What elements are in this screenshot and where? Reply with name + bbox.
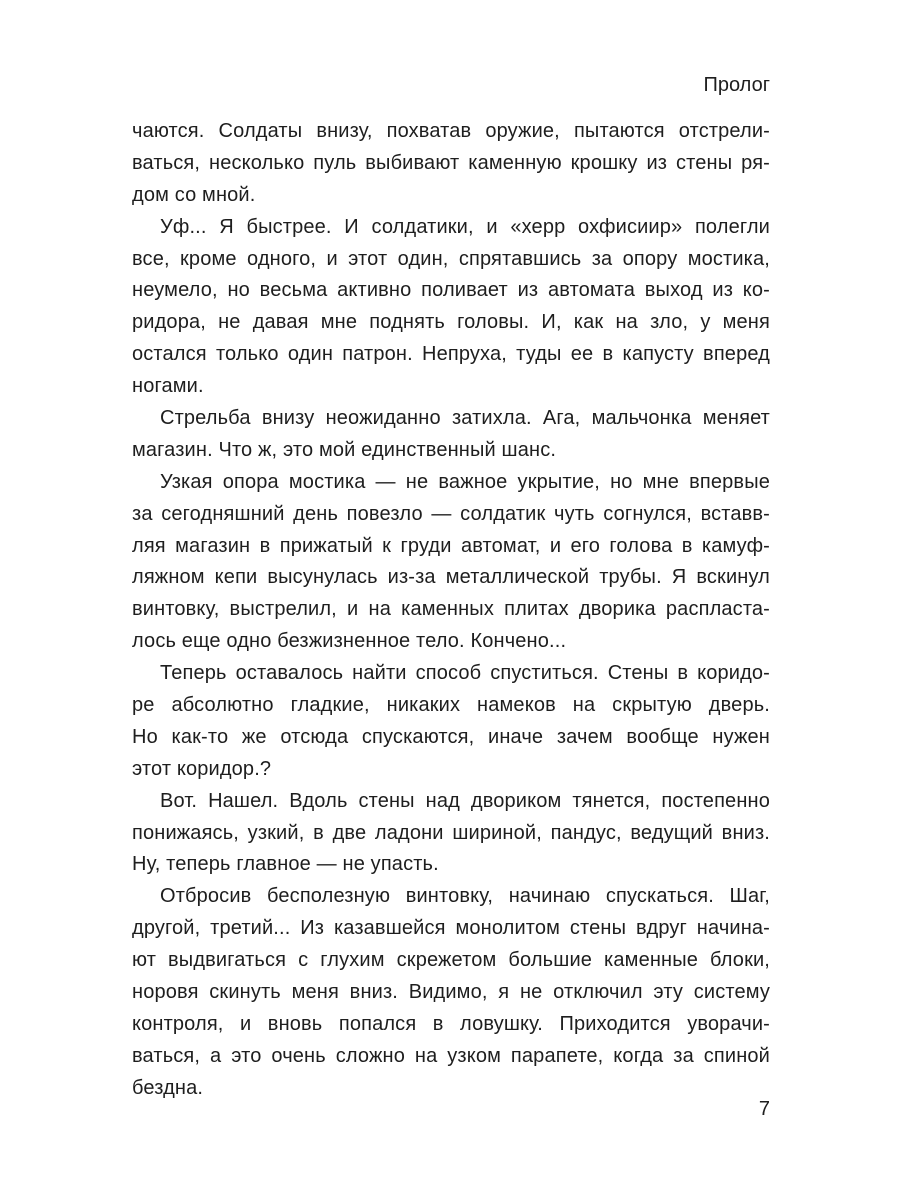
- text-line: ваться, несколько пуль выбивают каменную крошку из стены ря-: [132, 151, 770, 174]
- text-line: Отбросив бесполезную винтовку, начинаю спускаться. Шаг,: [160, 885, 770, 908]
- text-line: норовя скинуть меня вниз. Видимо, я не отключил эту систему: [132, 981, 770, 1004]
- text-line: Но как-то же отсюда спускаются, иначе зачем вообще нужен: [132, 725, 770, 748]
- text-line: Узкая опора мостика — не важное укрытие, но мне впервые: [160, 470, 770, 493]
- text-line: все, кроме одного, и этот один, спрятавшись за опору мостика,: [132, 247, 770, 270]
- text-line: винтовку, выстрелил, и на каменных плитах дворика распласта-: [132, 598, 770, 621]
- page-number: 7: [758, 1098, 770, 1120]
- text-line: неумело, но весьма активно поливает из автомата выход из ко-: [132, 279, 770, 302]
- text-line: контроля, и вновь попался в ловушку. Приходится уворачи-: [132, 1012, 770, 1035]
- body-text: [132, 116, 770, 1105]
- text-line: чаются. Солдаты внизу, похватав оружие, пытаются отстрели-: [132, 120, 770, 142]
- text-line: Стрельба внизу неожиданно затихла. Ага, мальчонка меняет: [160, 407, 770, 430]
- text-line: лось еще одно безжизненное тело. Кончено...: [132, 630, 567, 653]
- text-line: ридора, не давая мне поднять головы. И, как на зло, у меня: [132, 311, 770, 334]
- text-line: бездна.: [132, 1076, 204, 1099]
- text-line: ляжном кепи высунулась из-за металлической трубы. Я вскинул: [132, 566, 770, 589]
- text-line: ляя магазин в прижатый к груди автомат, и его голова в камуф-: [132, 534, 770, 557]
- text-line: ногами.: [132, 375, 204, 398]
- text-line: ваться, а это очень сложно на узком парапете, когда за спиной: [132, 1044, 770, 1067]
- text-line: ре абсолютно гладкие, никаких намеков на скрытую дверь.: [132, 694, 770, 717]
- text-line: дом со мной.: [132, 183, 256, 206]
- text-line: этот коридор.?: [132, 757, 272, 780]
- text-line: другой, третий... Из казавшейся монолитом стены вдруг начина-: [132, 917, 770, 940]
- text-line: за сегодняшний день повезло — солдатик чуть согнулся, вставв-: [132, 502, 770, 525]
- text-line: остался только один патрон. Непруха, туды ее в капусту вперед: [132, 343, 770, 366]
- text-line: Уф... Я быстрее. И солдатики, и «херр охфисиир» полегли: [160, 215, 770, 238]
- text-line: ют выдвигаться с глухим скрежетом большие каменные блоки,: [132, 949, 770, 972]
- running-head-title: Пролог: [703, 74, 770, 96]
- text-line: Ну, теперь главное — не упасть.: [132, 853, 439, 876]
- text-line: магазин. Что ж, это мой единственный шанс.: [132, 438, 557, 461]
- text-line: Теперь оставалось найти способ спуститься. Стены в коридо-: [160, 662, 770, 685]
- text-line: понижаясь, узкий, в две ладони шириной, пандус, ведущий вниз.: [132, 821, 770, 844]
- text-line: Вот. Нашел. Вдоль стены над двориком тянется, постепенно: [160, 789, 770, 812]
